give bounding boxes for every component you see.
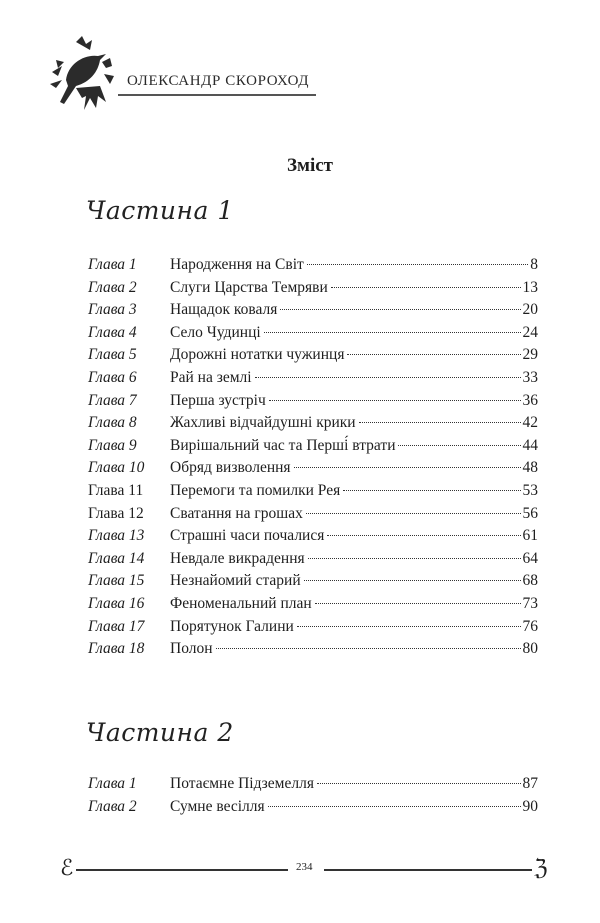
toc-entry[interactable]	[88, 798, 538, 821]
bird-on-branch-icon	[46, 32, 122, 112]
chapter-label: Глава 14	[88, 549, 145, 567]
toc-entry[interactable]	[88, 437, 538, 460]
chapter-title: Слуги Царства Темряви	[170, 278, 328, 296]
chapter-page: 44	[522, 436, 538, 454]
toc-entry[interactable]	[88, 459, 538, 482]
dot-leader	[347, 354, 520, 355]
chapter-label: Глава 4	[88, 323, 137, 341]
toc-entry[interactable]	[88, 550, 538, 573]
chapter-title: Невдале викрадення	[170, 549, 305, 567]
chapter-title: Феноменальний план	[170, 594, 312, 612]
chapter-label: Глава 17	[88, 617, 145, 635]
chapter-label: Глава 3	[88, 301, 137, 319]
dot-leader	[294, 467, 521, 468]
toc-entry[interactable]	[88, 414, 538, 437]
chapter-title: Порятунок Галини	[170, 617, 294, 635]
chapter-title: Страшні часи почалися	[170, 527, 325, 545]
chapter-label: Глава 2	[88, 797, 137, 815]
chapter-page: 80	[522, 640, 538, 658]
dot-leader	[308, 558, 521, 559]
toc-entry[interactable]	[88, 369, 538, 392]
chapter-label: Глава 10	[88, 459, 145, 477]
chapter-page: 61	[522, 527, 538, 545]
chapter-page: 56	[522, 504, 538, 522]
footer-rule-right	[324, 869, 532, 871]
chapter-label: Глава 2	[88, 278, 137, 296]
chapter-title: Перемоги та помилки Рея	[170, 481, 341, 499]
part-1-toc	[88, 256, 538, 663]
chapter-page: 64	[522, 549, 538, 567]
dot-leader	[398, 445, 520, 446]
chapter-title: Жахливі відчайдушні крики	[170, 414, 356, 432]
chapter-page: 42	[522, 414, 538, 432]
dot-leader	[343, 490, 520, 491]
chapter-title: Рай на землі	[170, 368, 252, 386]
chapter-page: 53	[522, 481, 538, 499]
right-ornament-icon: ℨ	[534, 855, 548, 880]
toc-entry[interactable]	[88, 595, 538, 618]
chapter-page: 87	[522, 775, 538, 792]
chapter-label: Глава 9	[88, 436, 137, 454]
chapter-title: Нащадок коваля	[170, 301, 278, 319]
chapter-page: 36	[522, 391, 538, 409]
left-ornament-icon: ℰ	[60, 855, 74, 880]
dot-leader	[264, 332, 521, 333]
toc-entry[interactable]	[88, 279, 538, 302]
chapter-label: Глава 13	[88, 527, 145, 545]
chapter-label: Глава 11	[88, 481, 144, 499]
dot-leader	[317, 783, 521, 784]
chapter-label: Глава 12	[88, 504, 144, 522]
chapter-page: 90	[522, 797, 538, 815]
dot-leader	[297, 626, 521, 627]
toc-entry[interactable]	[88, 482, 538, 505]
dot-leader	[306, 513, 521, 514]
chapter-label: Глава 1	[88, 256, 137, 273]
chapter-label: Глава 1	[88, 775, 137, 792]
toc-entry[interactable]	[88, 775, 538, 798]
dot-leader	[255, 377, 521, 378]
chapter-title: Вирішальний час та Перші́ втрати	[170, 436, 396, 454]
toc-entry[interactable]	[88, 572, 538, 595]
chapter-page: 33	[522, 368, 538, 386]
dot-leader	[307, 264, 528, 265]
toc-entry[interactable]	[88, 618, 538, 641]
toc-entry[interactable]	[88, 256, 538, 279]
chapter-title: Перша зустріч	[170, 391, 266, 409]
dot-leader	[216, 648, 521, 649]
author-name: ОЛЕКСАНДР СКОРОХОД	[127, 73, 310, 89]
header-divider	[118, 94, 316, 96]
part-2-toc	[88, 775, 538, 820]
footer-rule-left	[76, 869, 288, 871]
dot-leader	[327, 535, 520, 536]
chapter-page: 8	[530, 256, 538, 273]
chapter-page: 73	[522, 594, 538, 612]
chapter-label: Глава 18	[88, 640, 145, 658]
chapter-title: Потаємне Підземелля	[170, 775, 314, 792]
dot-leader	[269, 400, 521, 401]
page-footer	[60, 855, 550, 882]
chapter-title: Полон	[170, 640, 213, 658]
chapter-title: Сватання на грошах	[170, 504, 303, 522]
chapter-title: Незнайомий старий	[170, 572, 301, 590]
toc-entry[interactable]	[88, 301, 538, 324]
dot-leader	[359, 422, 521, 423]
chapter-title: Село Чудинці	[170, 323, 261, 341]
dot-leader	[315, 603, 521, 604]
chapter-page: 68	[522, 572, 538, 590]
chapter-title: Сумне весілля	[170, 797, 265, 815]
chapter-title: Дорожні нотатки чужинця	[170, 346, 345, 364]
toc-entry[interactable]	[88, 324, 538, 347]
dot-leader	[304, 580, 521, 581]
chapter-label: Глава 6	[88, 368, 137, 386]
chapter-label: Глава 16	[88, 594, 145, 612]
chapter-label: Глава 7	[88, 391, 137, 409]
toc-entry[interactable]	[88, 505, 538, 528]
part-2-heading: Частина 2	[86, 718, 234, 747]
dot-leader	[331, 287, 521, 288]
chapter-page: 20	[522, 301, 538, 319]
chapter-title: Обряд визволення	[170, 459, 291, 477]
chapter-page: 24	[522, 323, 538, 341]
chapter-label: Глава 5	[88, 346, 137, 364]
toc-entry[interactable]	[88, 640, 538, 663]
toc-entry[interactable]	[88, 527, 538, 550]
dot-leader	[268, 806, 521, 807]
dot-leader	[280, 309, 520, 310]
page-number: 234	[296, 861, 313, 873]
toc-entry[interactable]	[88, 392, 538, 415]
toc-entry[interactable]	[88, 346, 538, 369]
chapter-page: 29	[522, 346, 538, 364]
chapter-label: Глава 15	[88, 572, 145, 590]
chapter-page: 76	[522, 617, 538, 635]
chapter-page: 48	[522, 459, 538, 477]
page-title: Зміст	[286, 155, 333, 176]
chapter-title: Народження на Світ	[170, 256, 304, 273]
part-1-heading: Частина 1	[86, 196, 234, 225]
chapter-label: Глава 8	[88, 414, 137, 432]
chapter-page: 13	[522, 278, 538, 296]
